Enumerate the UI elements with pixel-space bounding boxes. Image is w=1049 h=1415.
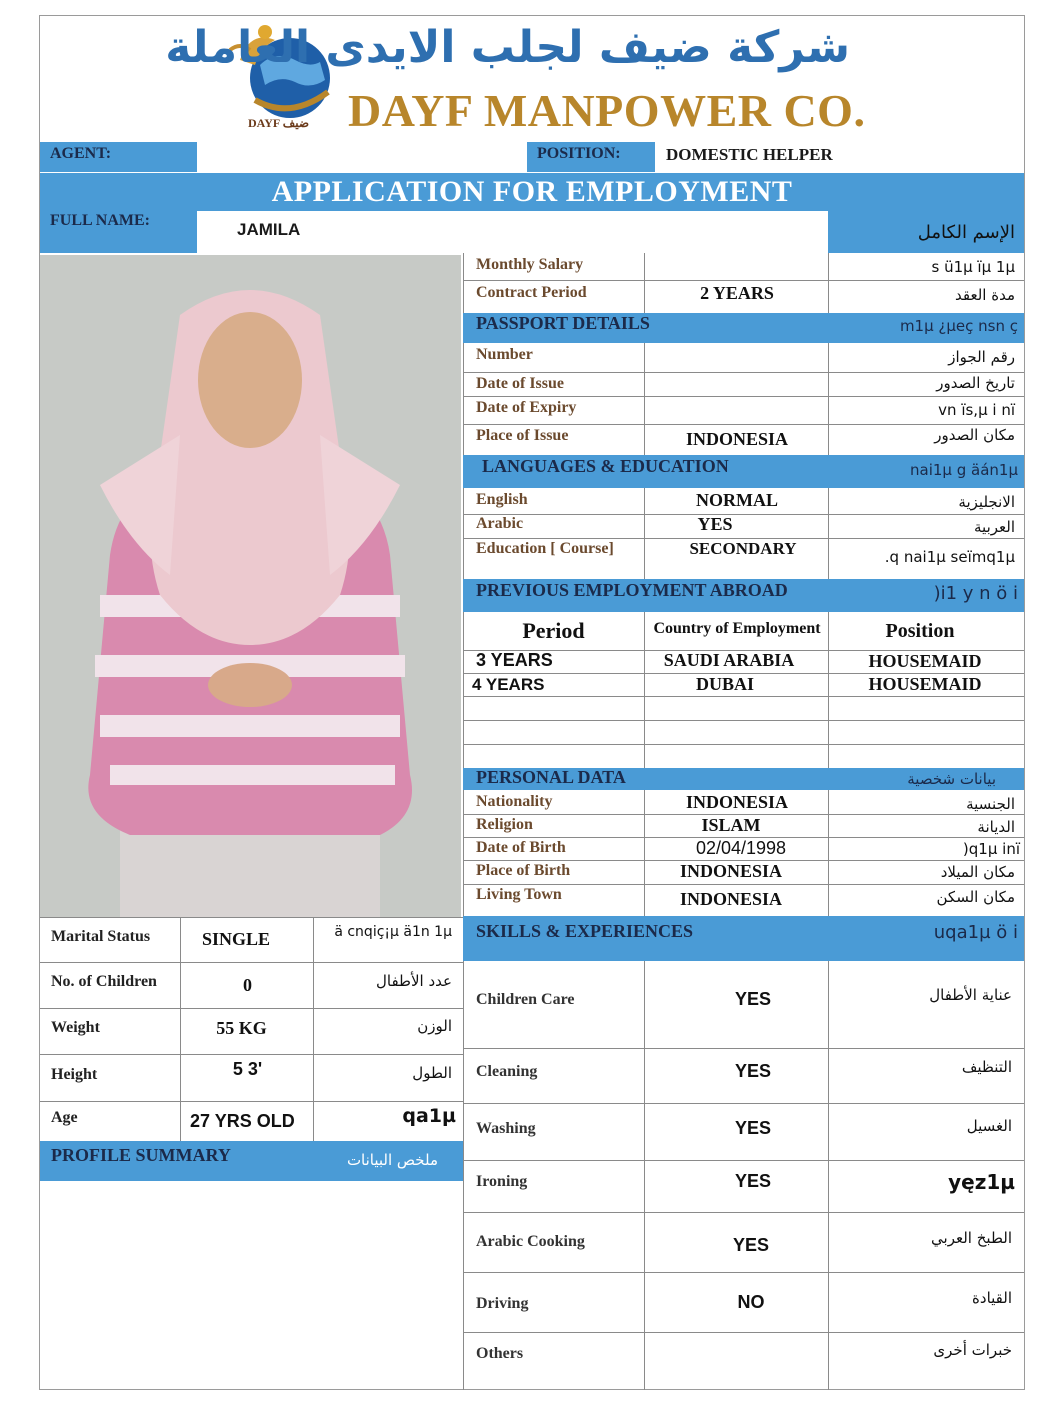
company-name-arabic: شركة ضيف لجلب الايدى العاملة [165,22,850,73]
height-value: 5 3' [232,1059,263,1079]
age-value: 27 YRS OLD [190,1111,295,1131]
position-label: POSITION: [537,145,621,162]
children-count-label: No. of Children [51,973,157,990]
employment-col-position: Position [885,620,955,642]
employment-position: HOUSEMAID [868,674,982,694]
marital-status-value: SINGLE [201,929,271,949]
nationality-ar: الجنسية [966,795,1015,813]
agent-label: AGENT: [50,145,112,162]
grid-line [463,1212,1024,1213]
position-value: DOMESTIC HELPER [666,145,833,164]
skill-washing-value: YES [734,1118,772,1138]
passport-number-ar: رقم الجواز [948,348,1015,366]
age-ar: qa1µ [402,1105,456,1127]
education-value: SECONDARY [689,539,797,558]
skill-ironing-label: Ironing [476,1173,528,1190]
height-ar: الطول [412,1064,452,1082]
weight-value: 55 KG [216,1018,267,1038]
company-name-english: DAYF MANPOWER CO. [348,85,866,136]
monthly-salary-label: Monthly Salary [476,256,584,273]
marital-status-label: Marital Status [51,928,151,945]
applicant-photo [40,255,461,917]
profile-title: PROFILE SUMMARY [51,1145,231,1165]
employment-country: SAUDI ARABIA [663,650,795,670]
skill-driving-ar: القيادة [972,1289,1012,1307]
skill-children-care-label: Children Care [476,991,575,1008]
skill-children-care-ar: عناية الأطفال [929,986,1012,1004]
date-of-expiry-label: Date of Expiry [476,399,577,416]
place-of-birth-value: INDONESIA [679,861,783,881]
grid-line [40,1008,463,1009]
profile-title-ar: ملخص البيانات [346,1151,438,1169]
grid-line [463,372,1024,373]
personal-title-ar: بيانات شخصية [907,770,996,788]
skill-cleaning-ar: التنظيف [961,1058,1012,1076]
passport-title-ar: m1µ ¿µeç nsn ç [899,317,1018,335]
grid-line [644,961,645,1390]
grid-line [40,962,463,963]
grid-line [313,917,314,1141]
grid-line [463,884,1024,885]
full-name-value: JAMILA [237,220,301,239]
arabic-label: Arabic [476,515,524,532]
grid-line [40,1054,463,1055]
grid-line [828,253,829,313]
english-ar: الانجليزية [958,493,1015,511]
skills-title-ar: uqa1µ ö i [933,922,1018,943]
employment-country: DUBAI [695,674,754,694]
weight-ar: الوزن [417,1017,452,1035]
skill-washing-ar: الغسيل [966,1117,1012,1135]
grid-line [40,917,463,918]
employment-col-period: Period [522,618,585,643]
living-town-label: Living Town [476,886,562,903]
date-of-issue-label: Date of Issue [476,375,564,392]
skill-driving-value: NO [737,1292,765,1312]
date-of-birth-label: Date of Birth [476,839,566,856]
religion-label: Religion [476,816,533,833]
passport-number-label: Number [476,346,533,363]
languages-title: LANGUAGES & EDUCATION [482,456,729,476]
skill-cleaning-label: Cleaning [476,1063,538,1080]
languages-title-ar: nai1µ g äán1µ [910,461,1018,479]
place-of-issue-ar: مكان الصدور [934,426,1015,444]
passport-title: PASSPORT DETAILS [476,313,650,333]
form-title: APPLICATION FOR EMPLOYMENT [271,175,793,208]
grid-line [40,1101,463,1102]
logo-text: DAYF ضيف [248,116,310,130]
living-town-ar: مكان السكن [936,888,1015,906]
skill-others-ar: خبرات أخرى [933,1341,1012,1359]
employment-title-ar: )i1 y n ö i [933,583,1018,604]
profile-summary-body [40,1181,463,1390]
skill-ironing-value: YES [734,1171,772,1191]
skill-others-label: Others [476,1345,524,1362]
skill-washing-label: Washing [476,1120,536,1137]
arabic-ar: العربية [974,518,1015,536]
grid-line [463,1332,1024,1333]
place-of-birth-ar: مكان الميلاد [940,863,1015,881]
date-of-issue-ar: تاريخ الصدور [936,374,1015,392]
contract-period-label: Contract Period [476,284,587,301]
skills-title: SKILLS & EXPERIENCES [476,921,694,941]
grid-line [463,1160,1024,1161]
date-of-expiry-ar: vn ïs,µ i nï [938,401,1015,419]
religion-ar: الديانة [977,818,1015,836]
grid-line [463,696,1024,697]
grid-line [463,396,1024,397]
grid-line [463,1048,1024,1049]
age-label: Age [51,1109,78,1126]
weight-label: Weight [51,1019,100,1036]
arabic-value: YES [697,514,733,534]
skill-arabic-cooking-label: Arabic Cooking [476,1233,585,1250]
nationality-label: Nationality [476,793,553,810]
grid-line [463,1103,1024,1104]
children-count-value: 0 [243,975,252,995]
skill-arabic-cooking-value: YES [732,1235,770,1255]
date-of-birth-value: 02/04/1998 [695,838,787,858]
skill-driving-label: Driving [476,1295,529,1312]
monthly-salary-ar: s ü1µ ïµ 1µ [931,258,1015,276]
nationality-value: INDONESIA [685,792,789,812]
grid-line [463,1272,1024,1273]
employment-period: 4 YEARS [472,675,545,694]
personal-title: PERSONAL DATA [476,767,626,787]
contract-period-value: 2 YEARS [700,283,774,303]
education-label: Education [ Course] [476,540,614,557]
place-of-issue-label: Place of Issue [476,427,569,444]
skill-children-care-value: YES [734,989,772,1009]
english-label: English [476,491,528,508]
employment-title: PREVIOUS EMPLOYMENT ABROAD [476,580,788,600]
contract-period-ar: مدة العقد [955,286,1015,304]
height-label: Height [51,1066,98,1083]
english-value: NORMAL [696,490,778,510]
grid-line [828,343,829,455]
grid-line [463,424,1024,425]
education-ar: .q nai1µ seïmq1µ [884,548,1015,566]
agent-value [200,145,525,171]
religion-value: ISLAM [701,815,761,835]
full-name-label: FULL NAME: [50,212,150,229]
employment-col-country: Country of Employment [653,620,821,637]
skill-ironing-ar: yęz1µ [948,1170,1015,1194]
date-of-birth-ar: )q1µ inï [962,840,1020,858]
grid-line [828,488,829,579]
employment-period: 3 YEARS [476,650,553,670]
grid-line [463,720,1024,721]
grid-line [644,253,645,313]
employment-position: HOUSEMAID [868,651,982,671]
full-name-ar: الإسم الكامل [917,222,1015,243]
skill-arabic-cooking-ar: الطبخ العربي [931,1229,1012,1247]
grid-line [463,280,1024,281]
children-count-ar: عدد الأطفال [376,972,452,990]
place-of-birth-label: Place of Birth [476,862,571,879]
grid-line [463,744,1024,745]
marital-status-ar: ä cnqiç¡µ ä1n 1µ [334,924,452,940]
grid-line [644,343,645,455]
skill-cleaning-value: YES [734,1061,772,1081]
place-of-issue-value: INDONESIA [685,429,789,449]
living-town-value: INDONESIA [679,889,783,909]
